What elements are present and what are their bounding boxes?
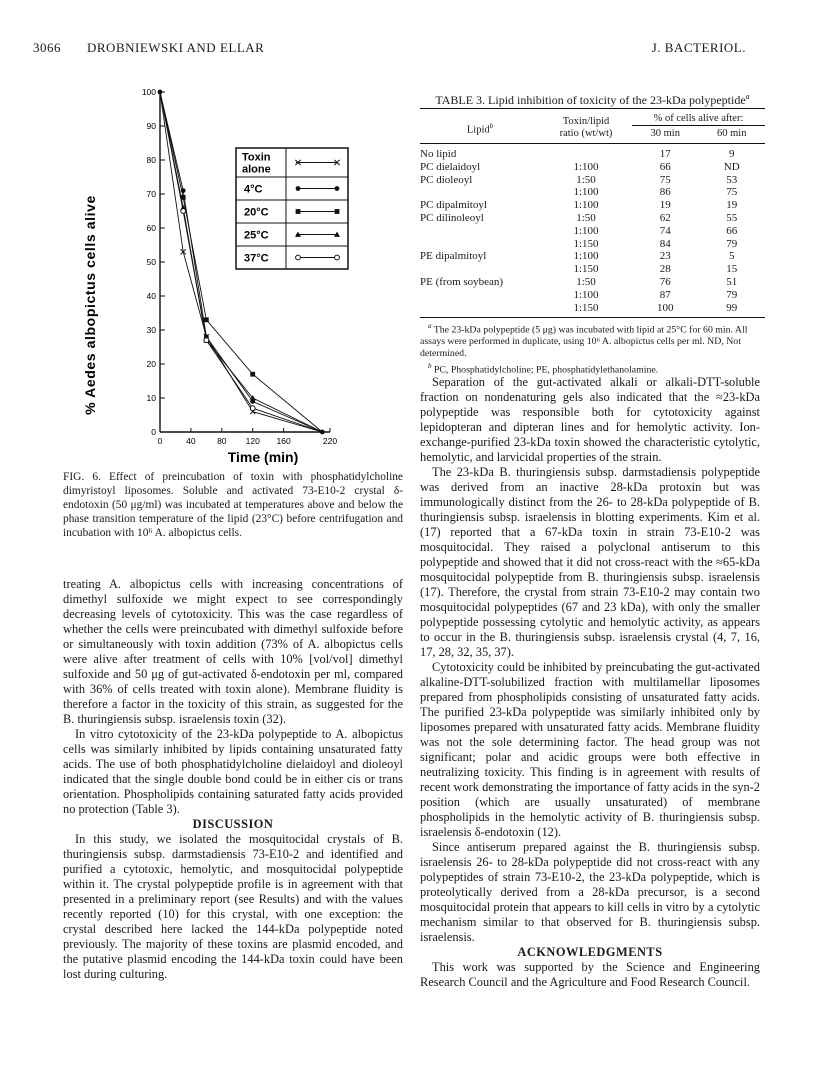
table-cell-m60: 5 [728,250,735,263]
table-cell-m60: 75 [726,186,738,199]
table-cell-m30: 100 [656,301,674,314]
table-title: TABLE 3. Lipid inhibition of toxicity of the 23-kDa polypeptide$^a$ [435,92,750,107]
legend-marker [335,209,340,214]
table-cell-ratio: 1:50 [576,173,596,186]
y-tick-label: 30 [146,325,156,335]
data-point [204,317,209,322]
journal-name: J. BACTERIOL. [651,40,746,55]
table-cell-m30: 62 [659,211,671,224]
left-paragraph-2: In vitro cytotoxicity of the 23-kDa polypeptide to A. albopictus cells was similarly inhibited by lipids containing unsaturated fatty acids. The use of both phosphatidylcholine dielaidoyl and dioleoyl indicated that the single double bond could be in either cis or trans orientation. Phospholipids containing saturated fatty acids provided no protection (Table 3). [63,727,403,816]
table-row [420,144,765,161]
table-header-30: 30 min [650,128,680,139]
y-tick-label: 90 [146,121,156,131]
table-cell-lipid [420,186,540,199]
table-cell-m30: 76 [659,275,671,288]
y-tick-label: 40 [146,291,156,301]
x-axis-label: Time (min) [227,449,299,465]
x-tick-label: 220 [322,436,338,446]
right-column [420,375,760,990]
table-cell-m30: 66 [659,160,671,173]
acknowledgments-heading: ACKNOWLEDGMENTS [517,945,663,959]
table-header-alive: % of cells alive after: [632,109,765,126]
table-cell-m30: 74 [659,224,671,237]
legend-label: 37°C [244,252,269,265]
table-cell-ratio: 1:50 [576,275,596,288]
table-row [420,238,765,251]
discussion-heading: DISCUSSION [192,817,274,831]
table-footnote-b: $^b$ PC, Phosphatidylcholine; PE, phosphatidylethanolamine. [428,362,659,376]
table-row [420,186,765,199]
table-cell-ratio [540,144,632,161]
table-cell-ratio: 1:100 [573,288,599,301]
legend-marker [296,255,301,260]
table-row [420,302,765,318]
table-cell-m30: 84 [659,237,671,250]
table-cell-m60: 53 [726,173,738,186]
table-cell-lipid: PE (from soybean) [420,275,504,288]
table-cell-ratio: 1:50 [576,211,596,224]
x-tick-label: 120 [245,436,260,446]
table-row [420,212,765,225]
table-cell-ratio: 1:100 [573,250,599,263]
x-tick-label: 0 [157,436,163,446]
y-axis-label: % Aedes albopictus cells alive [82,195,98,415]
data-point [181,209,186,214]
right-paragraph-3: Cytotoxicity could be inhibited by preincubating the gut-activated alkaline-DTT-solubilized fraction with multilamellar liposomes prepared from phospholipids consisting of unsaturated fatty acids. The purified 23-kDa polypeptide was similarly inhibited only by liposomes prepared with unsaturated fatty acids. Membrane fluidity was not the sole determining factor. The head group was not significant; polar and acidic groups were both effective in neutralizing toxicity. This finding is in agreement with results of recent work demonstrating the importance of fatty acids in the syn-2 position (which are usually unsaturated) of membrane phospholipids in the hemolytic activity of B. thuringiensis subsp. israelensis δ-endotoxin (12). [420,660,760,839]
table-cell-ratio: 1:150 [573,301,599,314]
table-cell-m60: 9 [728,148,735,160]
table-cell-m30: 23 [659,250,671,263]
table-row [420,276,765,289]
table-row [420,289,765,302]
chart-legend [236,148,348,269]
data-point [158,90,163,95]
table-cell-m60: 15 [726,263,738,276]
table-footnote-a: $^a$ The 23-kDa polypeptide (5 μg) was incubated with lipid at 25°C for 60 min. All assays were performed in duplicate, using 10⁶ A. albopictus cells per ml. ND, Not determined. [420,322,748,360]
y-tick-label: 70 [146,189,156,199]
table-row [420,225,765,238]
table-cell-m30: 19 [659,199,671,212]
table-cell-lipid: PC dilinoleoyl [420,211,484,224]
table-row [420,161,765,174]
table-footnotes [420,320,765,377]
data-point [250,372,255,377]
y-tick-label: 20 [146,359,156,369]
table-cell-ratio: 1:100 [573,199,599,212]
table-cell-lipid [420,238,540,251]
legend-marker [335,255,340,260]
table-cell-m60: 51 [726,275,738,288]
legend-label: alone [242,163,271,176]
y-tick-label: 50 [146,257,156,267]
table-header-lipid: Lipid$^b$ [466,121,494,136]
figure-caption: FIG. 6. Effect of preincubation of toxin with phosphatidylcholine dimyristoyl liposomes. Soluble and activated 73-E10-2 crystal δ-endotoxin (50 μg/ml) was incubated at temperatures above and below the phase transition temperature of the lipid (23°C) before centrifugation and incubation with 10⁶ A. albopictus cells. [63,471,403,539]
y-tick-label: 10 [146,393,156,403]
data-point [250,406,255,411]
table-cell-lipid [420,263,540,276]
table-cell-lipid [420,302,540,318]
y-tick-label: 0 [151,427,156,437]
table-row [420,174,765,187]
table-cell-m60: 19 [726,199,738,212]
y-tick-label: 80 [146,155,156,165]
x-tick-label: 40 [186,436,196,446]
table-cell-m60: 66 [726,224,738,237]
figure-6-chart [60,80,440,465]
table-cell-lipid: No lipid [420,148,457,160]
left-paragraph-3: In this study, we isolated the mosquitocidal crystals of B. thuringiensis subsp. darmstadiensis 73-E10-2 and identified and purified a cytotoxic, hemolytic, and mosquitocidal polypeptide within it. The crystal polypeptide profile is in agreement with that presented in a preliminary report (see Results) and with the values recently reported (10) for this crystal, with one exception: the crystal described here lacked the 144-kDa polypeptide noted previously. The majority of these toxins are plasmid encoded, and the putative plasmid encoding the 144-kDa toxin could have been lost during culturing. [63,832,403,981]
lipid-table [420,108,765,318]
data-point [204,338,209,343]
table-cell-m60: 79 [726,237,738,250]
legend-label: 20°C [244,206,269,219]
table-cell-lipid: PC dioleoyl [420,173,473,186]
data-point [320,430,325,435]
table-cell-m60: ND [723,160,740,173]
right-paragraph-4: Since antiserum prepared against the B. thuringiensis subsp. israelensis 26- to 28-kDa polypeptide did not cross-react with any polypeptides of strain 73-E10-2, the 23-kDa polypeptide, which is proteolytically derived from a 28-kDa precursor, is a second mosquitocidal protein that appears to kill cells in vitro by a cytolytic mechanism similar to that observed for B. thuringiensis subsp. israelensis. [420,840,760,944]
table-header-60: 60 min [717,128,747,139]
table-cell-m60: 79 [726,288,738,301]
table-cell-m30: 28 [659,263,671,276]
legend-marker [335,186,340,191]
table-cell-lipid [420,289,540,302]
table-cell-ratio: 1:100 [573,224,599,237]
table-cell-m60: 55 [726,211,738,224]
acknowledgments-text: This work was supported by the Science and Engineering Research Council and the Agriculture and Food Research Council. [420,960,760,989]
table-cell-lipid [420,225,540,238]
table-cell-ratio: 1:150 [573,263,599,276]
x-tick-label: 80 [217,436,227,446]
x-tick-label: 160 [276,436,291,446]
y-tick-label: 60 [146,223,156,233]
table-cell-ratio: 1:150 [573,237,599,250]
page-number: 3066 [33,40,61,55]
legend-label: 4°C [244,183,263,196]
legend-marker [296,209,301,214]
table-row [420,250,765,263]
y-tick-label: 100 [141,87,156,97]
table-row [420,263,765,276]
table-cell-lipid: PE dipalmitoyl [420,250,487,263]
left-paragraph-1: treating A. albopictus cells with increasing concentrations of dimethyl sulfoxide we might expect to see correspondingly decreasing levels of cytotoxicity. This was the case regardless of whether the cells were preincubated with dimethyl sulfoxide before or simultaneously with toxin addition (73% of A. albopictus cells were alive after treatment of cells with 10% [vol/vol] dimethyl sulfoxide and 50 μg of gut-activated δ-endotoxin per ml, compared with 36% of cells treated with toxin alone). Membrane fluidity is therefore a factor in the toxicity of this strain, as suggested for the B. thuringiensis subsp. israelensis toxin (32). [63,577,403,726]
table-cell-lipid: PC dipalmitoyl [420,199,487,212]
table-cell-lipid: PC dielaidoyl [420,160,481,173]
legend-label: Toxin [242,151,271,164]
right-paragraph-2: The 23-kDa B. thuringiensis subsp. darmstadiensis polypeptide was derived from an inactive 28-kDa protoxin but was immunologically distinct from the 26- to 28-kDa polypeptide of B. thuringiensis subsp. israelensis in blotting experiments. Kim et al. (17) reported that a 67-kDa toxin in strain 73-E10-2 was mosquitocidal. They raised a polyclonal antiserum to this polypeptide and showed that it did not cross-react with the ≈65-kDa mosquitocidal polypeptide from B. thuringiensis subsp. israelensis (17). Therefore, the crystal from strain 73-E10-2 may contain two mosquitocidal polypeptides (67 and 23 kDa), with only the smaller polypeptide possessing cytolytic and hemolytic activity, as appears to occur in the B. thuringiensis subsp. israelensis crystal (4, 7, 16, 17, 28, 32, 35, 37). [420,465,760,659]
legend-marker [296,186,301,191]
right-paragraph-1: Separation of the gut-activated alkali or alkali-DTT-soluble fraction on nondenaturing gels also indicated that the ≈23-kDa polypeptide was responsible both for cytotoxicity against lepidopteran and dipteran lines and for hemolytic activity. Ion-exchange-purified 23-kDa toxin showed the characteristic cytolytic, hemolytic, and larvicidal properties of the strain. [420,375,760,464]
table-cell-m60: 99 [726,301,738,314]
table-cell-m30: 75 [659,173,671,186]
running-authors: DROBNIEWSKI AND ELLAR [87,40,265,55]
table-row [420,199,765,212]
legend-label: 25°C [244,229,269,242]
left-column [63,577,403,982]
table-cell-m30: 87 [659,288,671,301]
table-cell-m30: 86 [659,186,671,199]
table-cell-ratio: 1:100 [573,160,599,173]
table-cell-ratio: 1:100 [573,186,599,199]
table-cell-m30: 17 [659,148,671,160]
table-header-ratio: Toxin/lipid ratio (wt/wt) [559,116,613,139]
